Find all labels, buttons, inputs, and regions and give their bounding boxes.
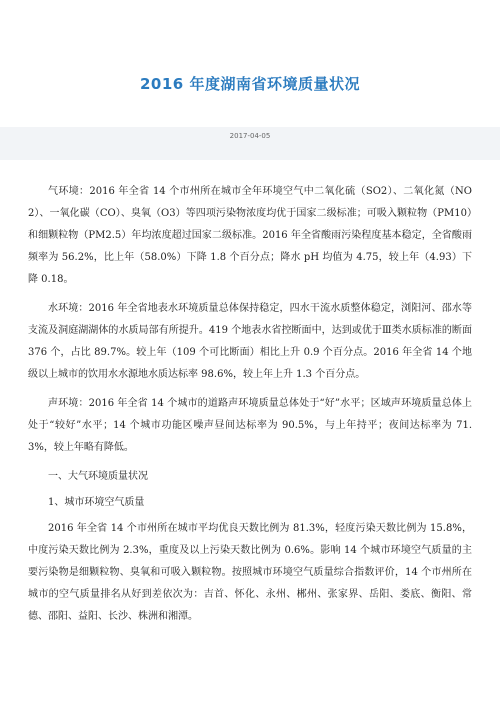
article-title: 2016 年度湖南省环境质量状况 xyxy=(140,75,360,93)
paragraph-city-air-detail: 2016 年全省 14 个市州所在城市平均优良天数比例为 81.3%，轻度污染天数比例为 15.8%，中度污染天数比例为 2.3%，重度及以上污染天数比例为 0.6%。影响 14 个城市环境空气质量的主要污染物是细颗粒物、臭氧和可吸入颗粒物。按照城市环境空气质量综合指数评价，14 个市州所在城市的空气质量排名从好到差依次为：吉首、怀化、永州、郴州、张家界、岳阳、娄底、衡阳、常德、邵阳、益阳、长沙、株洲和湘潭。 xyxy=(28,523,472,622)
section-heading-air-quality: 一、大气环境质量状况 xyxy=(48,471,148,482)
paragraph-air-environment: 气环境：2016 年全省 14 个市州所在城市全年环境空气中二氧化硫（SO2）、二氧化氮（NO2）、一氧化碳（CO）、臭氧（O3）等四项污染物浓度均优于国家二级标准；可吸入颗粒物（PM10）和细颗粒物（PM2.5）年均浓度超过国家二级标准。2016 年全省酸雨污染程度基本稳定，全省酸雨频率为 56.2%，比上年（58.0%）下降 1.8 个百分点；降水 pH 均值为 4.75，较上年（4.93）下降 0.18。 xyxy=(28,186,472,285)
paragraph-water-environment: 水环境：2016 年全省地表水环境质量总体保持稳定，四水干流水质整体稳定，浏阳河、邵水等支流及洞庭湖湖体的水质局部有所提升。419 个地表水省控断面中，达到或优于Ⅲ类水质标准的断面 376 个，占比 89.7%。较上年（109 个可比断面）相比上升 0.9 个百分点。2016 年全省 14 个地级以上城市的饮用水水源地水质达标率 98.6%，较上年上升 1.3 个百分点。 xyxy=(28,303,472,380)
publish-date: 2017-04-05 xyxy=(229,132,271,140)
article-body xyxy=(28,181,472,635)
paragraph-sound-environment: 声环境：2016 年全省 14 个城市的道路声环境质量总体处于“好”水平；区域声环境质量总体上处于“较好”水平；14 个城市功能区噪声昼间达标率为 90.5%，与上年持平；夜间达标率为 71.3%，较上年略有降低。 xyxy=(28,398,472,453)
subsection-heading-city-air: 1、城市环境空气质量 xyxy=(48,497,145,508)
